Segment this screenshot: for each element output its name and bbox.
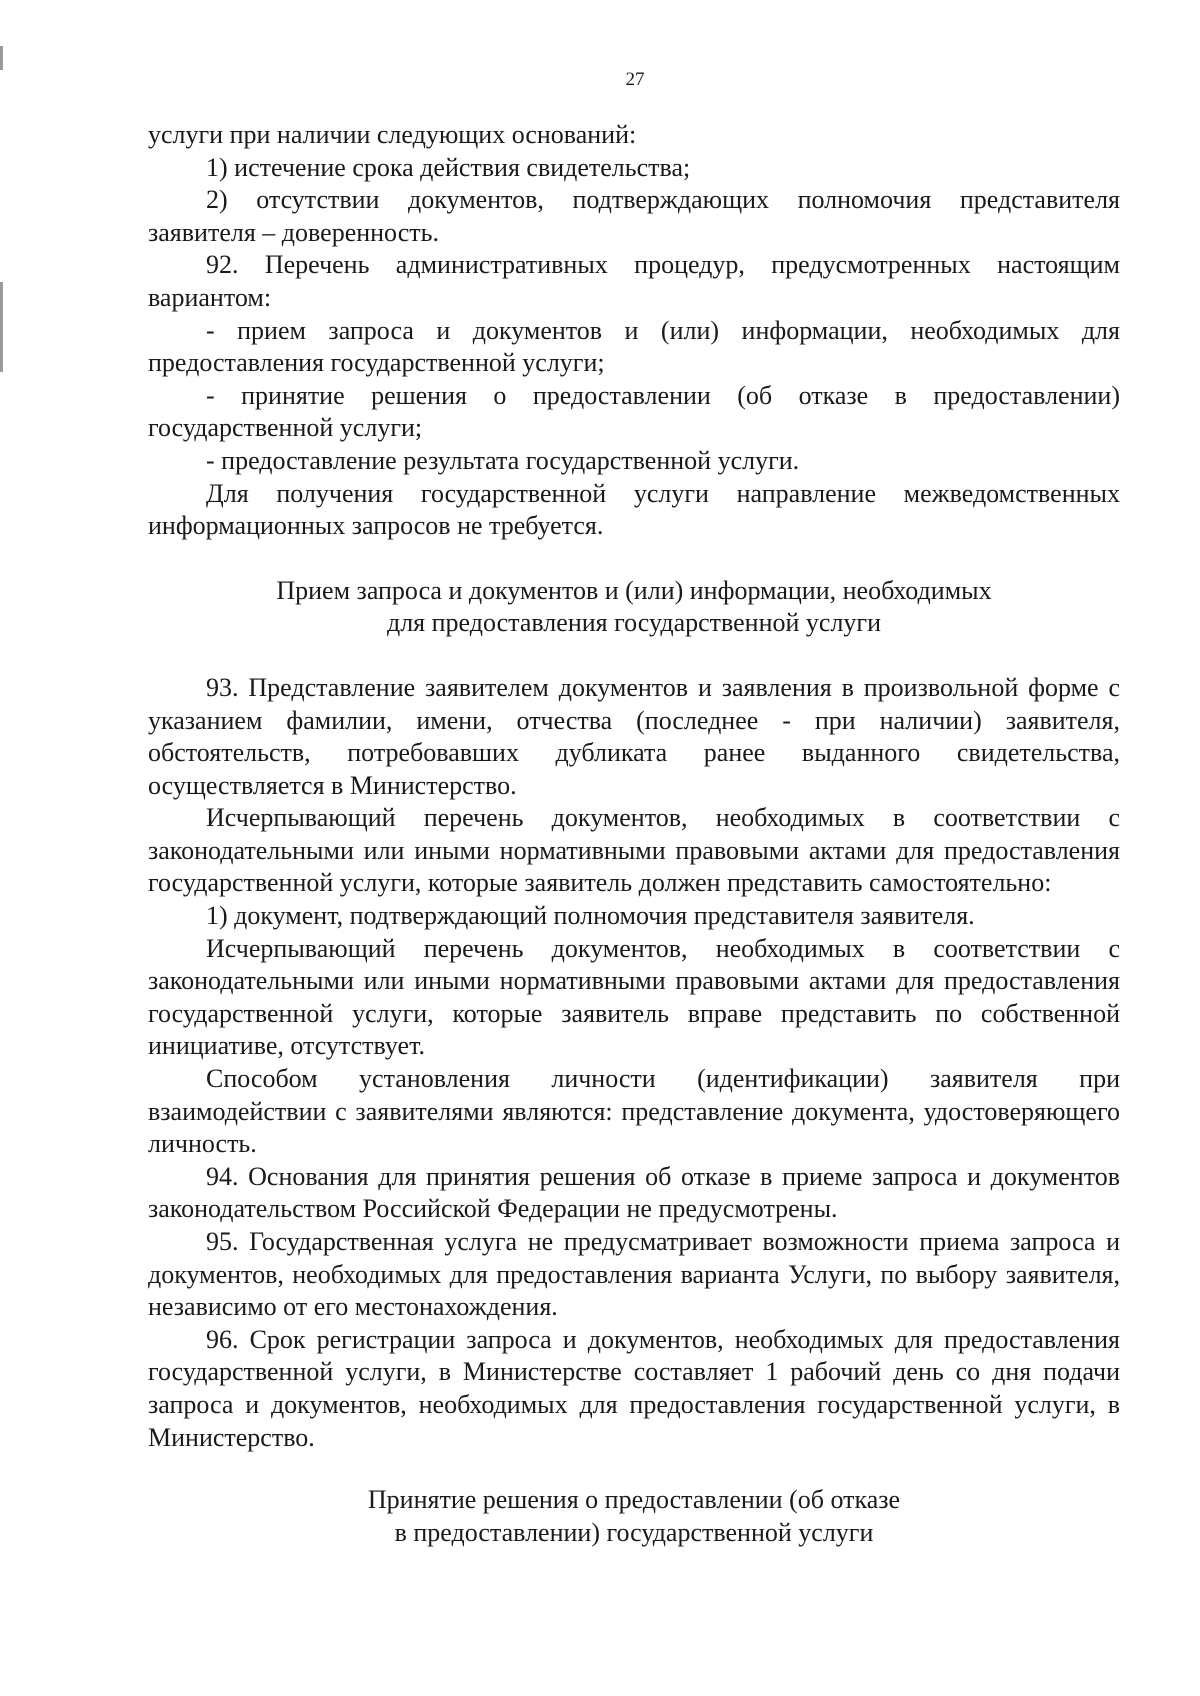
paragraph: 92. Перечень административных процедур, предусмотренных настоящим вариантом: <box>148 250 1120 312</box>
section-heading-line: Прием запроса и документов и (или) информации, необходимых <box>276 575 992 605</box>
section-heading-line: Принятие решения о предоставлении (об отказе <box>367 1485 901 1515</box>
list-item: 1) документ, подтверждающий полномочия представителя заявителя. <box>206 901 975 931</box>
section-heading <box>148 575 1120 640</box>
list-item: - принятие решения о предоставлении (об отказе в предоставлении) государственной услуги; <box>148 380 1120 443</box>
paragraph: 93. Представление заявителем документов и заявления в произвольной форме с указанием фамилии, имени, отчества (последнее - при наличии) заявителя, обстоятельств, потребовавших дубликата ранее выданного свидетельства, осуществляется в Министерство. <box>148 672 1120 800</box>
paragraph: Исчерпывающий перечень документов, необходимых в соответствии с законодательными или иными нормативными правовыми актами для предоставления государственной услуги, которые заявитель вправе представить по собственной инициативе, отсутствует. <box>148 933 1120 1061</box>
paragraph: Исчерпывающий перечень документов, необходимых в соответствии с законодательными или иными нормативными правовыми актами для предоставления государственной услуги, которые заявитель должен представить самостоятельно: <box>148 803 1120 898</box>
paragraph: 96. Срок регистрации запроса и документов, необходимых для предоставления государственной услуги, в Министерстве составляет 1 рабочий день со дня подачи запроса и документов, необходимых для предоставления государственной услуги, в Министерство. <box>148 1324 1120 1452</box>
paragraph: 94. Основания для принятия решения об отказе в приеме запроса и документов законодательством Российской Федерации не предусмотрены. <box>148 1161 1120 1224</box>
section-heading <box>148 1484 1120 1549</box>
list-item: 1) истечение срока действия свидетельства; <box>206 152 691 182</box>
list-item: - предоставление результата государственной услуги. <box>206 445 800 475</box>
scan-edge-mark <box>0 282 3 372</box>
list-item: - прием запроса и документов и (или) информации, необходимых для предоставления государственной услуги; <box>148 315 1120 378</box>
paragraph: Для получения государственной услуги направление межведомственных информационных запросов не требуется. <box>148 478 1120 541</box>
paragraph: Способом установления личности (идентификации) заявителя при взаимодействии с заявителями являются: представление документа, удостоверяющего личность. <box>148 1064 1120 1159</box>
paragraph: 95. Государственная услуга не предусматривает возможности приема запроса и документов, необходимых для предоставления варианта Услуги, по выбору заявителя, независимо от его местонахождения. <box>148 1227 1120 1322</box>
paragraph: услуги при наличии следующих оснований: <box>148 120 637 149</box>
page-number: 27 <box>625 69 645 90</box>
list-item: 2) отсутствии документов, подтверждающих полномочия представителя заявителя – доверенность. <box>148 185 1120 247</box>
document-body <box>148 119 1120 1549</box>
section-heading-line: в предоставлении) государственной услуги <box>394 1517 874 1547</box>
scan-edge-mark <box>0 46 3 70</box>
section-heading-line: для предоставления государственной услуги <box>386 608 882 638</box>
